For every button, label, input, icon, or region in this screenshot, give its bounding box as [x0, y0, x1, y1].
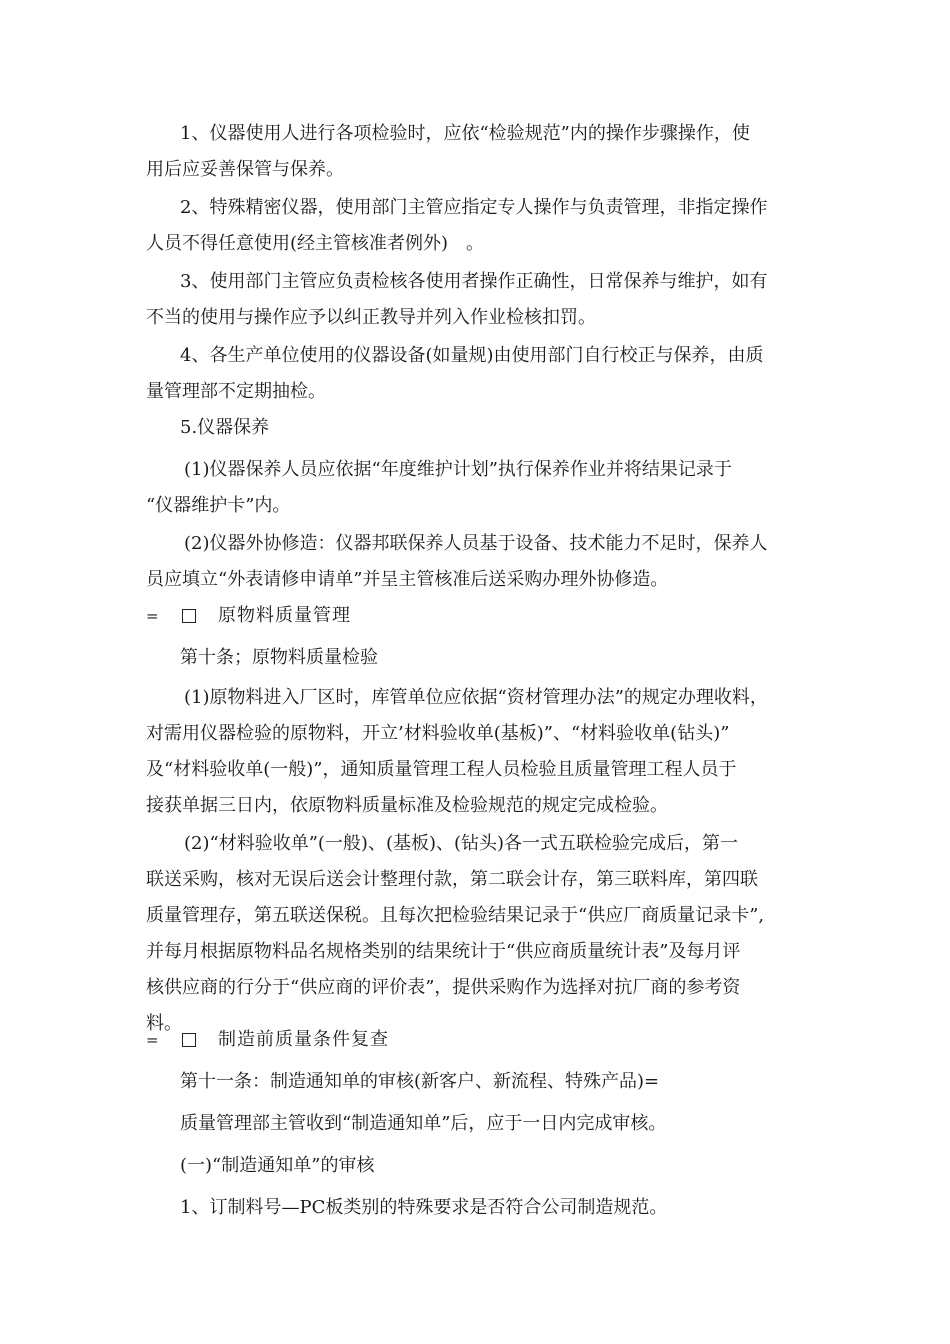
paragraph-2: [146, 190, 810, 262]
paragraph-line: (一)“制造通知单”的审核: [180, 1155, 375, 1176]
paragraph-line: 员应填立“外表请修申请单”并呈主管核准后送采购办理外协修造。: [146, 569, 669, 590]
heading-marker: =: [146, 607, 159, 625]
paragraph-3: [146, 264, 810, 336]
article-title-2: [146, 1064, 810, 1100]
section-heading-2: [146, 1022, 389, 1058]
paragraph-line: 第十条；原物料质量检验: [180, 647, 378, 668]
checkbox-square-icon: [182, 1033, 196, 1047]
article-title-1: [146, 640, 810, 676]
paragraph-line: 不当的使用与操作应予以纠正教导并列入作业检核扣罚。: [146, 307, 596, 328]
checkbox-square-icon: [182, 609, 196, 623]
paragraph-line: 接获单据三日内，依原物料质量标准及检验规范的规定完成检验。: [146, 795, 668, 816]
paragraph-12: [146, 1190, 810, 1226]
paragraph-line: 质量管理存，第五联送保税。且每次把检验结果记录于“供应厂商质量记录卡”,: [146, 905, 765, 926]
paragraph-11: [146, 1148, 810, 1184]
paragraph-line: 人员不得任意使用(经主管核准者例外) 。: [146, 233, 485, 254]
paragraph-line: (1)原物料进入厂区时，库管单位应依据“资材管理办法”的规定办理收料，: [184, 687, 768, 708]
paragraph-line: (1)仪器保养人员应依据“年度维护计划”执行保养作业并将结果记录于: [184, 459, 732, 480]
paragraph-line: 质量管理部主管收到“制造通知单”后，应于一日内完成审核。: [180, 1113, 667, 1134]
paragraph-line: 5.仪器保养: [180, 417, 270, 438]
paragraph-line: 料。: [146, 1013, 182, 1034]
paragraph-line: 对需用仪器检验的原物料，开立’材料验收单(基板)”、“材料验收单(钻头)”: [146, 723, 730, 744]
paragraph-10: [146, 1106, 810, 1142]
paragraph-line: (2)“材料验收单”(一般)、(基板)、(钻头)各一式五联检验完成后，第一: [184, 833, 739, 854]
paragraph-1: [146, 116, 810, 188]
paragraph-line: 1、仪器使用人进行各项检验时，应依“检验规范”内的操作步骤操作，使: [180, 123, 750, 144]
paragraph-line: 1、订制料号—PC板类别的特殊要求是否符合公司制造规范。: [180, 1197, 668, 1218]
paragraph-line: 并每月根据原物料品名规格类别的结果统计于“供应商质量统计表”及每月评: [146, 941, 741, 962]
paragraph-line: 用后应妥善保管与保养。: [146, 159, 344, 180]
section-heading-1: [146, 598, 351, 634]
paragraph-9: [146, 826, 810, 1042]
heading-title: 制造前质量条件复查: [218, 1029, 389, 1050]
paragraph-line: (2)仪器外协修造：仪器邦联保养人员基于设备、技术能力不足时，保养人: [184, 533, 768, 554]
paragraph-line: 第十一条：制造通知单的审核(新客户、新流程、特殊产品)=: [180, 1071, 660, 1092]
heading-marker: =: [146, 1031, 159, 1049]
paragraph-4: [146, 338, 810, 410]
paragraph-line: 量管理部不定期抽检。: [146, 381, 326, 402]
paragraph-7: [146, 526, 810, 598]
paragraph-line: 及“材料验收单(一般)”，通知质量管理工程人员检验且质量管理工程人员于: [146, 759, 737, 780]
heading-title: 原物料质量管理: [218, 605, 351, 626]
paragraph-5: [146, 410, 810, 446]
paragraph-line: 3、使用部门主管应负责检核各使用者操作正确性，日常保养与维护，如有: [180, 271, 768, 292]
paragraph-6: [146, 452, 810, 524]
paragraph-line: “仪器维护卡”内。: [146, 495, 291, 516]
paragraph-line: 4、各生产单位使用的仪器设备(如量规)由使用部门自行校正与保养，由质: [180, 345, 764, 366]
paragraph-8: [146, 680, 810, 824]
paragraph-line: 联送采购，核对无误后送会计整理付款，第二联会计存，第三联料库，第四联: [146, 869, 758, 890]
paragraph-line: 核供应商的行分于“供应商的评价表”，提供采购作为选择对抗厂商的参考资: [146, 977, 741, 998]
paragraph-line: 2、特殊精密仪器，使用部门主管应指定专人操作与负责管理，非指定操作: [180, 197, 768, 218]
